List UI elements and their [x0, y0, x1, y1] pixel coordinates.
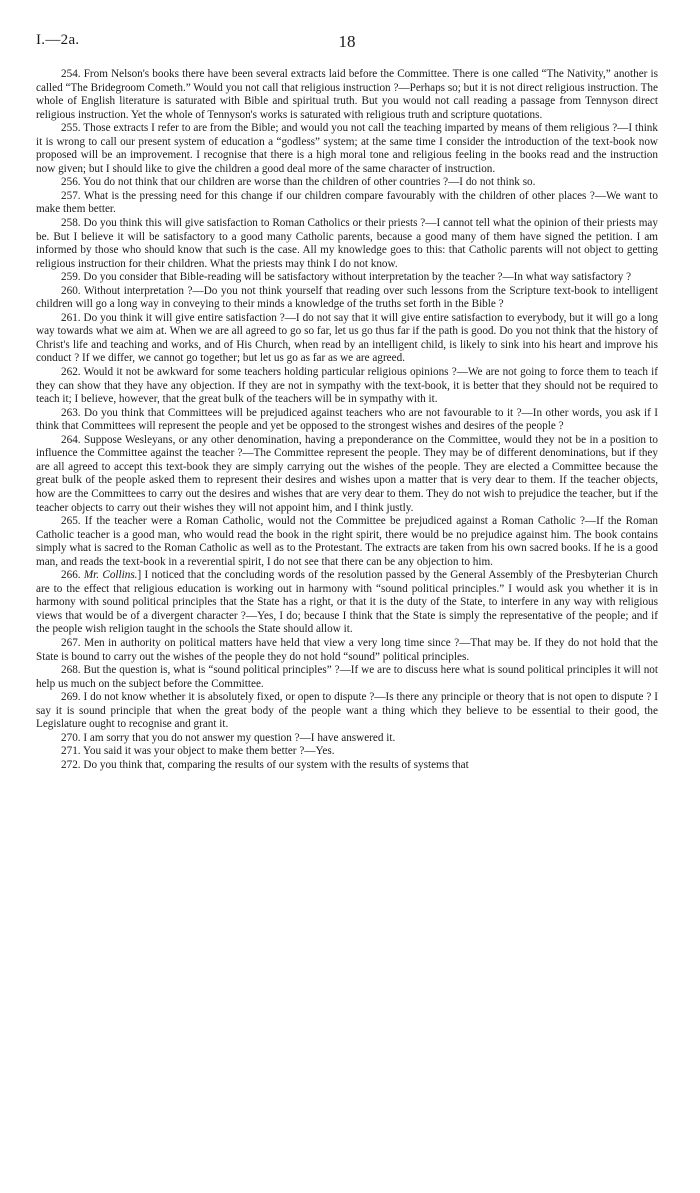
evidence-paragraph: 265. If the teacher were a Roman Catholic, would not the Committee be prejudiced against a Roman Catholic ?—If the Roman Catholic teacher is a good man, who would read the book in the right spirit, there would be no prejudice against him. The book contains simply what is sacred to the Roman Catholic as well as to the Protestant. The extracts are taken from his own sacred books. If he is a good man, and reads the text-book in a reverential spirit, I do not see that there can be any objection to him.	[36, 515, 658, 568]
evidence-paragraph: 256. You do not think that our children are worse than the children of other countries ?—I do not think so.	[61, 176, 536, 189]
page-header	[36, 32, 658, 52]
evidence-paragraph: 258. Do you think this will give satisfaction to Roman Catholics or their priests ?—I cannot tell what the opinion of their priests may be. But I believe it will be satisfactory to a good many Catholic parents, because a good many of them have signed the petition. I am informed by those who should know that such is the case. All my knowledge goes to this: that Catholic parents will not object to getting religious instruction for their children. What the priests may think I do not know.	[36, 217, 658, 270]
evidence-paragraph: 260. Without interpretation ?—Do you not think yourself that reading over such lessons from the Scripture text-book to intelligent children will go a long way in conveying to their minds a knowledge of the truths set forth in the Bible ?	[36, 284, 658, 311]
evidence-paragraph: 257. What is the pressing need for this change if our children compare favourably with the children of other places ?—We want to make them better.	[36, 189, 658, 216]
page-number: 18	[338, 32, 356, 51]
speaker-name: Mr. Collins.	[83, 569, 138, 582]
parliamentary-paper-reference: I.—2a.	[36, 32, 80, 48]
evidence-paragraph: 254. From Nelson's books there have been several extracts laid before the Committee. There is one called “The Nativity,” another is called “The Bridegroom Cometh.” Would you not call that religious instruction ?—Perhaps so; but it is not direct religious instruction. The whole of English literature is saturated with Bible and spiritual truth. But you would not call reading a passage from Tennyson direct religious instruction. Yet the whole of Tennyson's works is saturated with religious truth and scripture quotations.	[36, 68, 658, 121]
evidence-paragraph: 259. Do you consider that Bible-reading will be satisfactory without interpretation by the teacher ?—In what way satisfactory ?	[61, 271, 632, 284]
evidence-paragraph: 255. Those extracts I refer to are from the Bible; and would you not call the teaching imparted by means of them religious ?—I think it is wrong to call our present system of education a “godless” system; at the same time I consider the introduction of the text-book now proposed will be an improvement. I recognise that there is a high moral tone and religious feeling in the books read and the instruction now given; but I should like to give the children a good deal more of the same character of instruction.	[36, 122, 658, 175]
evidence-paragraph: 262. Would it not be awkward for some teachers holding particular religious opinions ?—We are not going to force them to teach if they can show that they have any objection. If they are not in sympathy with the text-book, it is better that they should not be required to teach it; I believe, however, that the great bulk of the teachers will be in sympathy with it.	[36, 366, 658, 406]
evidence-paragraph	[36, 569, 658, 637]
evidence-paragraph: 261. Do you think it will give entire satisfaction ?—I do not say that it will give entire satisfaction to everybody, but it will go a long way towards what we aim at. When we are all agreed to go so far, let us go thus far if the path is good. Do you not think that the history of Christ's life and teaching and works, and of His Church, when read by an intelligent child, is likely to sink into his heart and improve his conduct ? If we differ, we cannot go together; but let us go as far as we are agreed.	[36, 311, 658, 365]
evidence-paragraph: 264. Suppose Wesleyans, or any other denomination, having a preponderance on the Committee, would they not be in a position to influence the Committee against the teacher ?—The Committee represent the people. They may be of different denominations, but if they are all agreed to accept this text-book they are simply carrying out the wishes of the people. They are elected a Committee because the great bulk of the people asked them to represent their desires and wishes upon a matter that is very dear to them. If the teacher objects, how are the Committees to carry out the desires and wishes that are very dear to them. They do not wish to prejudice the teacher, but if the teacher objects to carry out their wishes they will not appoint him, and I think justly.	[36, 433, 658, 514]
evidence-paragraph: 270. I am sorry that you do not answer my question ?—I have answered it.	[61, 731, 396, 744]
minutes-of-evidence-body	[36, 68, 658, 772]
evidence-paragraph: 269. I do not know whether it is absolutely fixed, or open to dispute ?—Is there any principle or theory that is not open to dispute ? I say it is sound principle that when the great body of the people want a thing which they believe to be essential to their good, the Legislature ought to recognise and grant it.	[36, 691, 658, 731]
evidence-paragraph: 271. You said it was your object to make them better ?—Yes.	[61, 745, 335, 758]
evidence-paragraph: 272. Do you think that, comparing the results of our system with the results of systems that	[61, 758, 469, 771]
evidence-paragraph: 267. Men in authority on political matters have held that view a very long time since ?—That may be. If they do not hold that the State is bound to carry out the wishes of the people they do not hold “sound” political principles.	[36, 636, 658, 663]
paragraph-text: ] I noticed that the concluding words of the resolution passed by the General Assembly of the Presbyterian Church are to the effect that religious education is working out in harmony with “sound political principles.” I would ask you whether it is in harmony with sound political principles that the State has a right, or that it is the duty of the State, to interfere in any way with religious views that would be of a divergent character ?—Yes, I do; because I think that the State is simply the representative of the people; and if the people wish religion taught in the schools the State should allow it.	[36, 569, 659, 636]
evidence-paragraph: 263. Do you think that Committees will be prejudiced against teachers who are not favourable to it ?—In other words, you ask if I think that Committees will represent the people and yet be opposed to the strongest wishes and desires of the people ?	[36, 406, 658, 433]
evidence-paragraph: 268. But the question is, what is “sound political principles” ?—If we are to discuss here what is sound political principles it will not help us much on the subject before the Committee.	[36, 664, 658, 690]
paragraph-text: 266.	[61, 569, 84, 582]
